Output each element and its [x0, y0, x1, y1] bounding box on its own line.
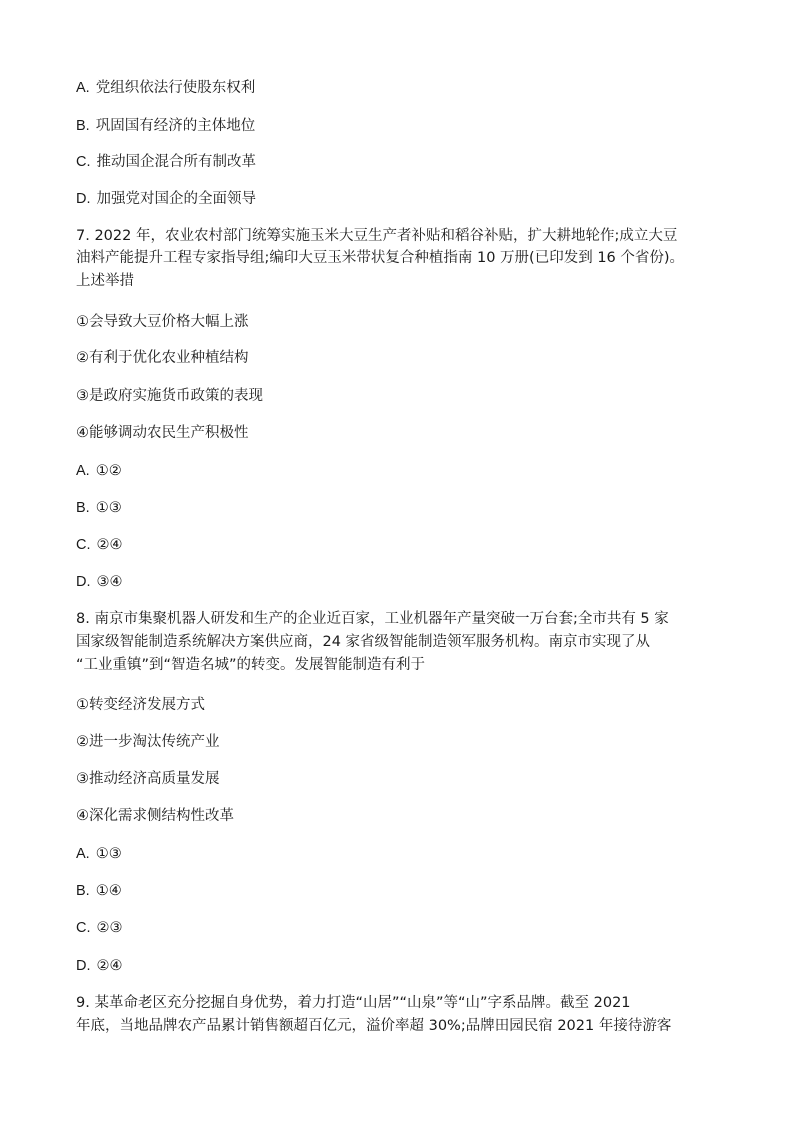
option-letter: C.	[76, 154, 91, 170]
q8-statement-2: ②进一步淘汰传统产业	[76, 734, 220, 750]
option-text: 推动国企混合所有制改革	[96, 154, 256, 170]
option-letter: B.	[76, 500, 90, 516]
option-text: ②④	[96, 958, 123, 974]
q7-stem-line-2: 油料产能提升工程专家指导组;编印大豆玉米带状复合种植指南 10 万册(已印发到 16 个省份)。	[76, 250, 685, 266]
q8-statement-1: ①转变经济发展方式	[76, 697, 205, 713]
q7-stem-line-3: 上述举措	[76, 273, 134, 289]
q7-option-b	[76, 497, 726, 519]
q8-option-a	[76, 843, 726, 865]
q7-statement-1: ①会导致大豆价格大幅上涨	[76, 314, 249, 330]
option-text: ①③	[95, 846, 122, 862]
q7-option-c	[76, 534, 726, 556]
q8-stem-line-3: “工业重镇”到“智造名城”的转变。发展智能制造有利于	[76, 657, 426, 673]
q8-statement-4: ④深化需求侧结构性改革	[76, 808, 234, 824]
q7-option-a	[76, 460, 726, 482]
option-text: 巩固国有经济的主体地位	[95, 118, 256, 134]
q8-statement-3: ③推动经济高质量发展	[76, 771, 220, 787]
option-text: 加强党对国企的全面领导	[96, 191, 256, 207]
option-text: ③④	[96, 574, 123, 590]
q6-option-c	[76, 151, 726, 173]
option-letter: B.	[76, 118, 90, 134]
q7-statement-4: ④能够调动农民生产积极性	[76, 425, 249, 441]
q8-option-b	[76, 880, 726, 902]
q6-option-d	[76, 188, 726, 210]
option-letter: A.	[76, 80, 90, 96]
q7-stem-line-1: 7. 2022 年，农业农村部门统筹实施玉米大豆生产者补贴和稻谷补贴，扩大耕地轮作;成立大豆	[76, 228, 678, 244]
option-letter: C.	[76, 920, 91, 936]
q8-stem-line-1: 8. 南京市集聚机器人研发和生产的企业近百家，工业机器年产量突破一万台套;全市共有 5 家	[76, 611, 669, 627]
q8-option-d	[76, 955, 726, 977]
option-text: ①②	[95, 463, 122, 479]
option-letter: C.	[76, 537, 91, 553]
q8-stem-line-2: 国家级智能制造系统解决方案供应商，24 家省级智能制造领军服务机构。南京市实现了从	[76, 634, 651, 650]
option-letter: A.	[76, 846, 90, 862]
option-text: ②④	[96, 537, 123, 553]
option-letter: B.	[76, 883, 90, 899]
q8-option-c	[76, 917, 726, 939]
q9-stem-line-2: 年底，当地品牌农产品累计销售额超百亿元，溢价率超 30%;品牌田园民宿 2021 年接待游客	[76, 1018, 672, 1034]
q7-statement-2: ②有利于优化农业种植结构	[76, 350, 249, 366]
q7-statement-3: ③是政府实施货币政策的表现	[76, 388, 263, 404]
option-letter: D.	[76, 191, 91, 207]
option-letter: D.	[76, 574, 91, 590]
option-text: ②③	[96, 920, 123, 936]
option-letter: D.	[76, 958, 91, 974]
q6-option-b	[76, 115, 726, 137]
q6-option-a	[76, 77, 726, 99]
q7-option-d	[76, 571, 726, 593]
option-text: ①③	[95, 500, 122, 516]
option-text: ①④	[95, 883, 122, 899]
option-text: 党组织依法行使股东权利	[95, 80, 256, 96]
q9-stem-line-1: 9. 某革命老区充分挖掘自身优势，着力打造“山居”“山泉”等“山”字系品牌。截至 2021	[76, 995, 631, 1011]
option-letter: A.	[76, 463, 90, 479]
